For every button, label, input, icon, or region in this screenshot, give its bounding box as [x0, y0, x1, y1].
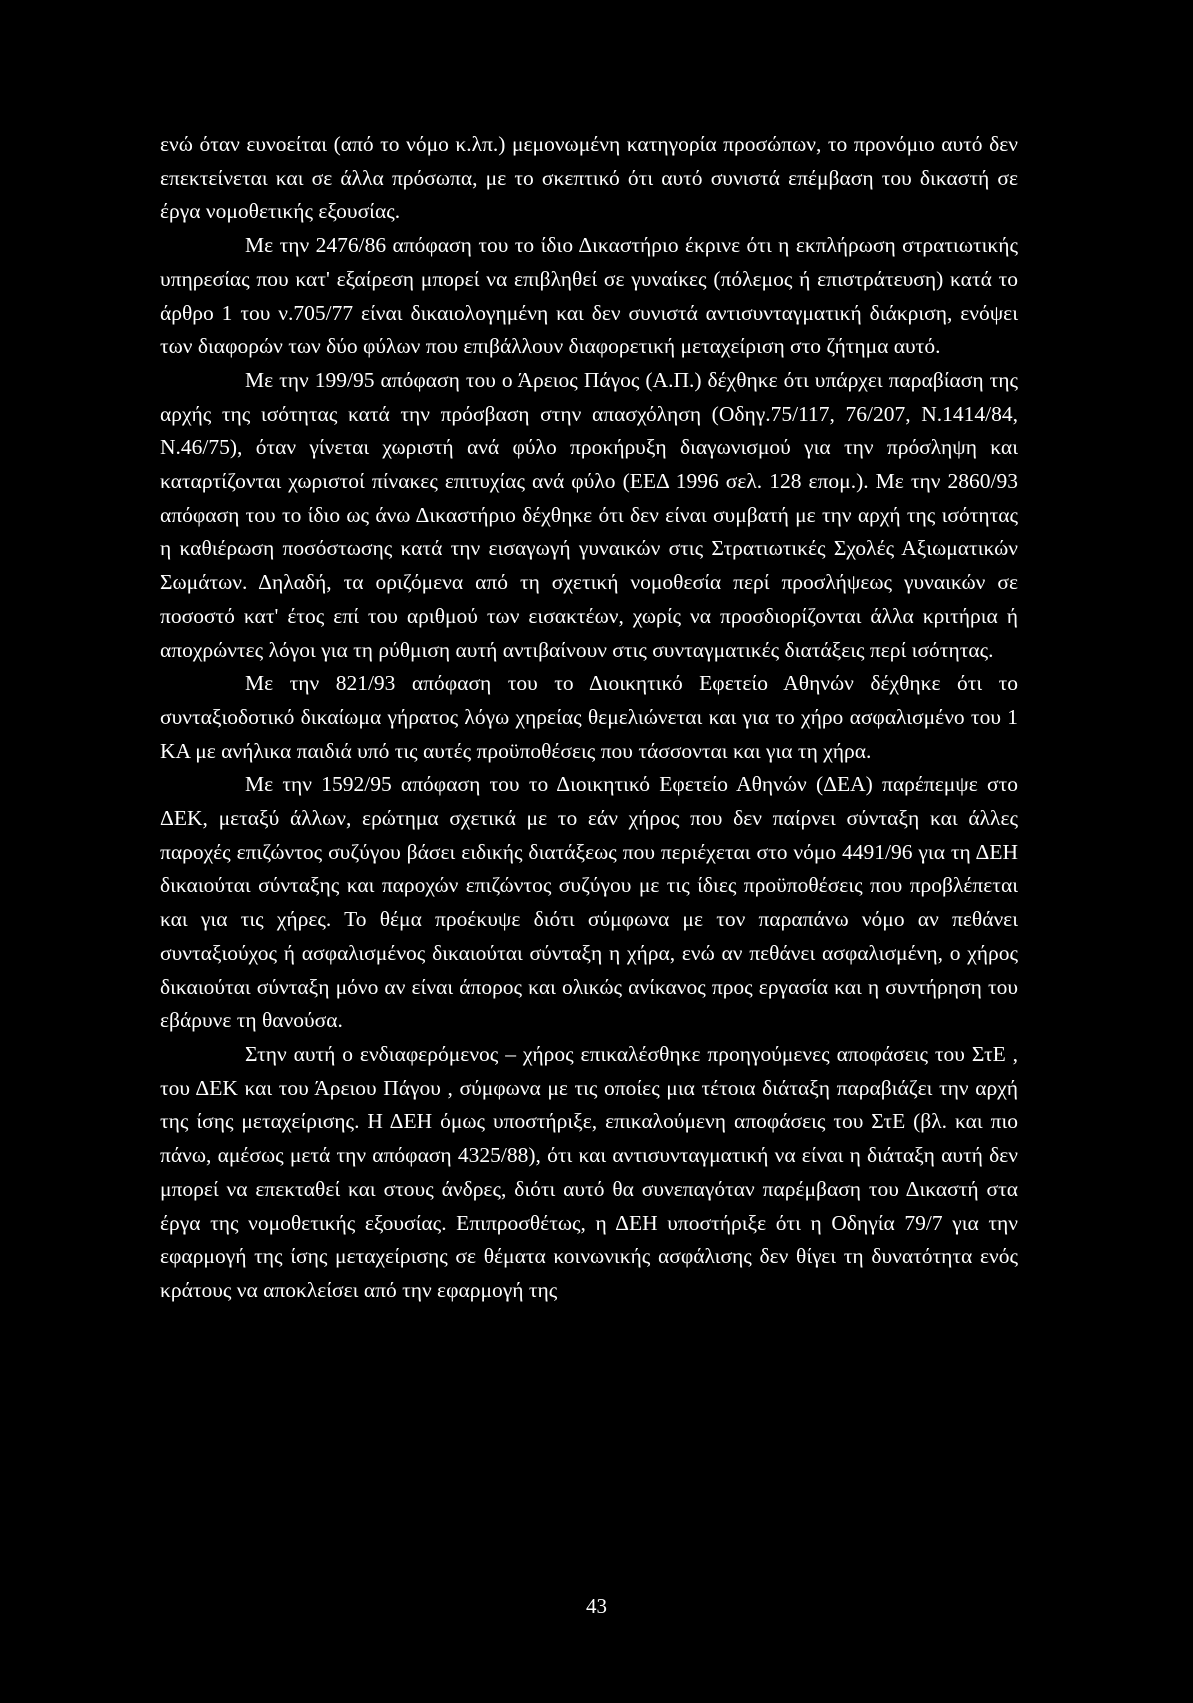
paragraph-2476-86: Με την 2476/86 απόφαση του το ίδιο Δικαστήριο έκρινε ότι η εκπλήρωση στρατιωτικής υπηρεσίας που κατ' εξαίρεση μπορεί να επιβληθεί σε γυναίκες (πόλεμος ή επιστράτευση) κατά το άρθρο 1 του ν.705/77 είναι δικαιολογημένη και δεν συνιστά αντισυνταγματική διάκριση, ενόψει των διαφορών των δύο φύλων που επιβάλλουν διαφορετική μεταχείριση στο ζήτημα αυτό. [160, 233, 1018, 359]
paragraph-interested-party: Στην αυτή ο ενδιαφερόμενος – χήρος επικαλέσθηκε προηγούμενες αποφάσεις του ΣτΕ , του ΔΕΚ και του Άρειου Πάγου , σύμφωνα με τις οποίες μια τέτοια διάταξη παραβιάζει την αρχή της ίσης μεταχείρισης. Η ΔΕΗ όμως υποστήριξε, επικαλούμενη αποφάσεις του ΣτΕ (βλ. και πιο πάνω, αμέσως μετά την απόφαση 4325/88), ότι και αντισυνταγματική να είναι η διάταξη αυτή δεν μπορεί να επεκταθεί και στους άνδρες, διότι αυτό θα συνεπαγόταν παρέμβαση του Δικαστή στα έργα της νομοθετικής εξουσίας. Επιπροσθέτως, η ΔΕΗ υποστήριξε ότι η Οδηγία 79/7 για την εφαρμογή της ίσης μεταχείρισης σε θέματα κοινωνικής ασφάλισης δεν θίγει τη δυνατότητα ενός κράτους να αποκλείσει από την εφαρμογή της [160, 1041, 1018, 1302]
paragraph-821-93: Με την 821/93 απόφαση του το Διοικητικό Εφετείο Αθηνών δέχθηκε ότι το συνταξιοδοτικό δικαίωμα γήρατος λόγω χηρείας θεμελιώνεται και για το χήρο ασφαλισμένο του 1 ΚΑ με ανήλικα παιδιά υπό τις αυτές προϋποθέσεις που τάσσονται και για τη χήρα. [160, 671, 1018, 763]
paragraph-1592-95: Με την 1592/95 απόφαση του το Διοικητικό Εφετείο Αθηνών (ΔΕΑ) παρέπεμψε στο ΔΕΚ, μεταξύ άλλων, ερώτημα σχετικά με το εάν χήρος που δεν παίρνει σύνταξη και άλλες παροχές επιζώντος συζύγου βάσει ειδικής διατάξεως που περιέχεται στο νόμο 4491/96 για τη ΔΕΗ δικαιούται σύνταξης και παροχών επιζώντος συζύγου με τις ίδιες προϋποθέσεις που προβλέπεται και για τις χήρες. Το θέμα προέκυψε διότι σύμφωνα με τον παραπάνω νόμο αν πεθάνει συνταξιούχος ή ασφαλισμένος δικαιούται σύνταξη η χήρα, ενώ αν πεθάνει ασφαλισμένη, ο χήρος δικαιούται σύνταξη μόνο αν είναι άπορος και ολικώς ανίκανος προς εργασία και η συντήρηση του εβάρυνε τη θανούσα. [160, 772, 1018, 1033]
page-number: 43 [586, 1594, 607, 1618]
document-body [160, 128, 1018, 1308]
paragraph-continuation: ενώ όταν ευνοείται (από το νόμο κ.λπ.) μεμονωμένη κατηγορία προσώπων, το προνόμιο αυτό δεν επεκτείνεται και σε άλλα πρόσωπα, με το σκεπτικό ότι αυτό συνιστά επέμβαση του δικαστή σε έργα νομοθετικής εξουσίας. [160, 132, 1018, 224]
paragraph-199-95: Με την 199/95 απόφαση του ο Άρειος Πάγος (Α.Π.) δέχθηκε ότι υπάρχει παραβίαση της αρχής της ισότητας κατά την πρόσβαση στην απασχόληση (Οδηγ.75/117, 76/207, Ν.1414/84, Ν.46/75), όταν γίνεται χωριστή ανά φύλο προκήρυξη διαγωνισμού για την πρόσληψη και καταρτίζονται χωριστοί πίνακες επιτυχίας ανά φύλο (ΕΕΔ 1996 σελ. 128 επομ.). Με την 2860/93 απόφαση του το ίδιο ως άνω Δικαστήριο δέχθηκε ότι δεν είναι συμβατή με την αρχή της ισότητας η καθιέρωση ποσόστωσης κατά την εισαγωγή γυναικών στις Στρατιωτικές Σχολές Αξιωματικών Σωμάτων. Δηλαδή, τα οριζόμενα από τη σχετική νομοθεσία περί προσλήψεως γυναικών σε ποσοστό κατ' έτος επί του αριθμού των εισακτέων, χωρίς να προσδιορίζονται άλλα κριτήρια ή αποχρώντες λόγοι για τη ρύθμιση αυτή αντιβαίνουν στις συνταγματικές διατάξεις περί ισότητας. [160, 367, 1018, 662]
